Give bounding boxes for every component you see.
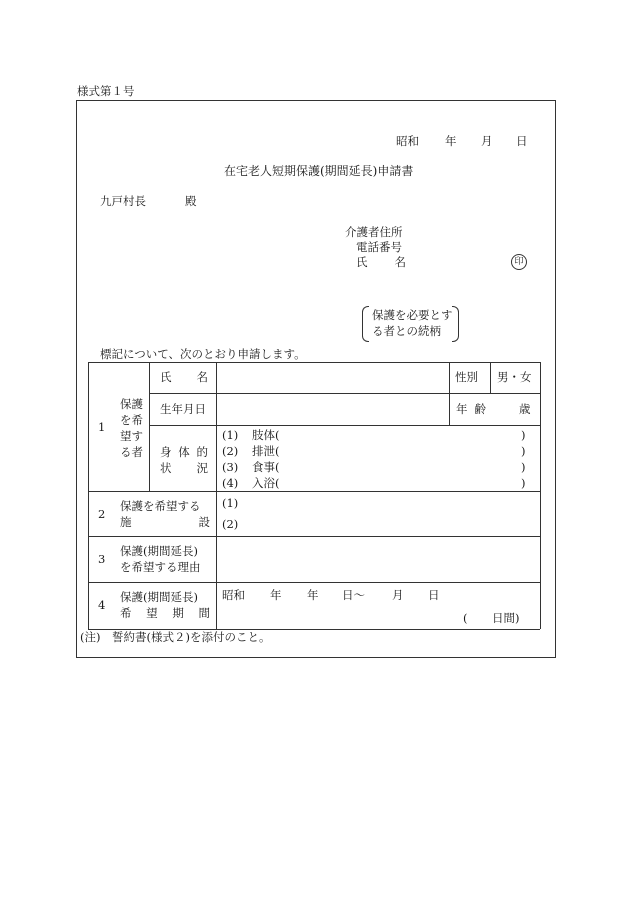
sex-value-divider: [490, 362, 491, 393]
section-divider: [88, 491, 540, 492]
applicant-name-label: 氏 名: [356, 255, 406, 269]
date-month: 月: [481, 134, 493, 148]
period-from-month: 年: [307, 588, 319, 602]
sec4-label-line1: 保護(期間延長): [120, 590, 198, 604]
period-era: 昭和: [222, 588, 245, 602]
sec1-row-divider: [149, 393, 540, 394]
age-unit: 歳: [519, 402, 531, 416]
condition-close: ): [521, 444, 526, 458]
sec1-name-label: 氏 名: [160, 370, 208, 384]
sex-age-divider: [449, 362, 450, 425]
birth-label: 生年月日: [160, 402, 206, 416]
sec2-label-line1: 保護を希望する: [120, 499, 201, 513]
condition-label: 排泄(: [252, 444, 280, 458]
phone-label: 電話番号: [356, 240, 402, 254]
condition-num: (4): [222, 476, 239, 490]
facility-option-2: (2): [222, 517, 239, 531]
period-from-day: 日〜: [342, 588, 365, 602]
sec3-label-line1: 保護(期間延長): [120, 544, 198, 558]
label-column-divider: [216, 362, 217, 629]
address-label: 介護者住所: [345, 225, 403, 239]
relationship-line2: る者との続柄: [372, 324, 441, 338]
condition-label: 食事(: [252, 460, 280, 474]
sec1-row-divider: [149, 425, 540, 426]
age-label: 年 齢: [456, 402, 486, 416]
condition-close: ): [521, 428, 526, 442]
left-bracket: [362, 306, 369, 342]
sec1-label: 保護: [120, 397, 143, 411]
condition-num: (3): [222, 460, 239, 474]
section-divider: [88, 582, 540, 583]
condition-close: ): [521, 460, 526, 474]
addressee-honorific: 殿: [185, 194, 197, 208]
condition-num: (2): [222, 444, 239, 458]
sec2-label-line2: 施 設: [120, 515, 210, 529]
sec3-label-line2: を希望する理由: [120, 560, 201, 574]
date-era: 昭和: [396, 134, 419, 148]
sec1-number: 1: [98, 420, 106, 434]
condition-label: 肢体(: [252, 428, 280, 442]
condition-close: ): [521, 476, 526, 490]
period-to-day: 日: [428, 588, 440, 602]
form-frame: [76, 100, 556, 658]
addressee-name: 九戸村長: [100, 194, 146, 208]
body-label-2: 状 況: [160, 461, 208, 475]
section-divider: [88, 536, 540, 537]
sec4-label-line2: 希 望 期 間: [120, 606, 210, 620]
sec1-label: 望す: [120, 429, 143, 443]
sec1-label: る者: [120, 445, 143, 459]
sec3-number: 3: [98, 552, 106, 566]
form-number: 様式第１号: [77, 84, 135, 98]
seal-mark: 印: [511, 254, 527, 270]
duration-open: (: [463, 611, 468, 625]
table-top: [88, 362, 540, 363]
condition-num: (1): [222, 428, 239, 442]
date-day: 日: [516, 134, 528, 148]
sec2-number: 2: [98, 507, 106, 521]
table-right: [540, 362, 541, 629]
sex-options: 男・女: [497, 370, 532, 384]
table-left: [88, 362, 89, 629]
sex-label: 性別: [455, 370, 478, 384]
period-to-month: 月: [392, 588, 404, 602]
intro-text: 標記について、次のとおり申請します。: [100, 347, 306, 361]
duration-close: 日間): [492, 611, 520, 625]
body-label-1: 身 体 的: [160, 445, 208, 459]
sec4-number: 4: [98, 598, 106, 612]
date-year: 年: [445, 134, 457, 148]
relationship-line1: 保護を必要とす: [372, 308, 453, 322]
right-bracket: [452, 306, 459, 342]
sec1-label: を希: [120, 413, 143, 427]
form-title: 在宅老人短期保護(期間延長)申請書: [224, 164, 414, 178]
condition-label: 入浴(: [252, 476, 280, 490]
sec1-divider: [149, 362, 150, 491]
footnote: (注) 誓約書(様式２)を添付のこと。: [80, 630, 271, 644]
facility-option-1: (1): [222, 496, 239, 510]
period-from-year: 年: [270, 588, 282, 602]
